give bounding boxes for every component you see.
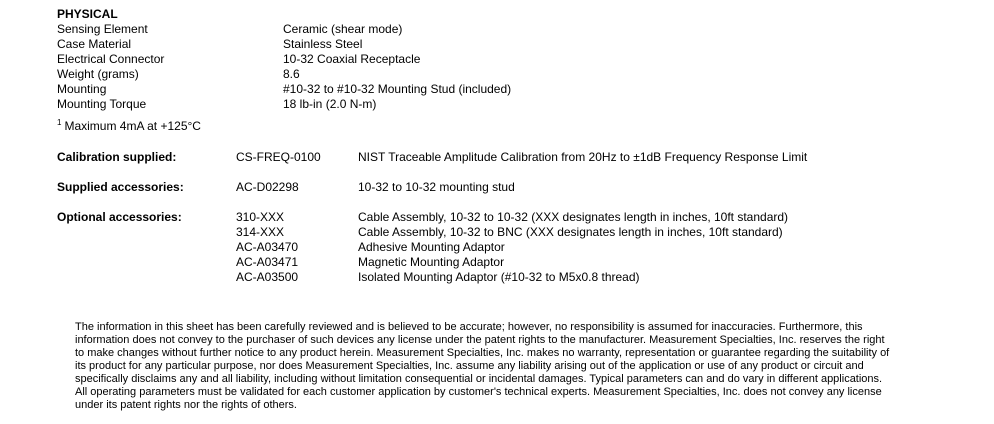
disclaimer-line: under its patent rights nor the rights of others. <box>75 399 297 411</box>
supply-group-label-spacer <box>57 270 236 285</box>
optional-accessories-group <box>57 210 807 285</box>
part-code: CS-FREQ-0100 <box>236 150 321 164</box>
supply-row <box>57 240 807 255</box>
part-code: AC-A03470 <box>236 240 299 254</box>
spec-label: Mounting <box>57 82 107 96</box>
part-code: AC-A03471 <box>236 255 299 269</box>
disclaimer-line: its product for any particular purpose, nor does Measurement Specialties, Inc. assume any liability arising out of the application or use of any product or circuit and <box>75 360 864 372</box>
supply-section <box>57 150 807 300</box>
supply-row <box>57 255 807 270</box>
supply-group-label-spacer <box>57 255 236 270</box>
footnote-marker: 1 <box>57 118 62 127</box>
supply-group-label-spacer <box>57 240 236 255</box>
part-description: Cable Assembly, 10-32 to BNC (XXX designates length in inches, 10ft standard) <box>358 225 783 239</box>
disclaimer-line: to make changes without further notice to any product herein. Measurement Specialties, Inc. makes no warranty, representation or guarantee regarding the suitability of <box>75 347 890 359</box>
footnote <box>57 115 511 134</box>
spec-row <box>57 37 511 52</box>
supply-group-label-spacer <box>57 225 236 240</box>
physical-heading: PHYSICAL <box>57 7 118 21</box>
part-description: NIST Traceable Amplitude Calibration from 20Hz to ±1dB Frequency Response Limit <box>358 150 808 164</box>
supplied-accessories-group <box>57 180 807 195</box>
spec-label: Sensing Element <box>57 22 148 36</box>
supply-group-label: Supplied accessories: <box>57 180 184 194</box>
spec-label: Weight (grams) <box>57 67 139 81</box>
legal-disclaimer <box>75 321 889 412</box>
supply-group-label: Calibration supplied: <box>57 150 177 164</box>
footnote-text: Maximum 4mA at +125°C <box>64 119 201 133</box>
supply-row <box>57 210 807 225</box>
part-code: AC-D02298 <box>236 180 299 194</box>
part-code: 314-XXX <box>236 225 285 239</box>
supply-row <box>57 150 807 165</box>
spec-row <box>57 67 511 82</box>
physical-section <box>57 7 511 134</box>
part-code: 310-XXX <box>236 210 285 224</box>
disclaimer-line: All operating parameters must be validated for each customer application by customer's technical experts. Measurement Specialties, Inc. does not convey any license <box>75 386 882 398</box>
supply-row <box>57 180 807 195</box>
spec-label: Case Material <box>57 37 132 51</box>
supply-row <box>57 225 807 240</box>
spec-value: 8.6 <box>283 67 300 81</box>
spec-value: #10-32 to #10-32 Mounting Stud (included) <box>283 82 512 96</box>
spec-row <box>57 82 511 97</box>
spec-value: Stainless Steel <box>283 37 363 51</box>
spec-value: 18 lb-in (2.0 N-m) <box>283 97 377 111</box>
part-description: Magnetic Mounting Adaptor <box>358 255 505 269</box>
spec-label: Electrical Connector <box>57 52 165 66</box>
part-description: Adhesive Mounting Adaptor <box>358 240 505 254</box>
spec-row <box>57 97 511 112</box>
part-description: 10-32 to 10-32 mounting stud <box>358 180 515 194</box>
disclaimer-line: information does not convey to the purchaser of such devices any license under the patent rights to the manufacturer. Measurement Specialties, Inc. reserves the right <box>75 334 885 346</box>
disclaimer-line: The information in this sheet has been carefully reviewed and is believed to be accurate; however, no responsibility is assumed for inaccuracies. Furthermore, this <box>75 321 863 333</box>
calibration-supplied-group <box>57 150 807 165</box>
part-code: AC-A03500 <box>236 270 299 284</box>
disclaimer-line: specifically disclaims any and all liability, including without limitation consequential or incidental damages. Typical parameters can and do vary in different applications. <box>75 373 883 385</box>
spec-row <box>57 22 511 37</box>
spec-label: Mounting Torque <box>57 97 147 111</box>
part-description: Cable Assembly, 10-32 to 10-32 (XXX designates length in inches, 10ft standard) <box>358 210 789 224</box>
supply-row <box>57 270 807 285</box>
spec-row <box>57 52 511 67</box>
supply-group-label: Optional accessories: <box>57 210 182 224</box>
spec-value: 10-32 Coaxial Receptacle <box>283 52 421 66</box>
part-description: Isolated Mounting Adaptor (#10-32 to M5x0.8 thread) <box>358 270 640 284</box>
spec-value: Ceramic (shear mode) <box>283 22 403 36</box>
